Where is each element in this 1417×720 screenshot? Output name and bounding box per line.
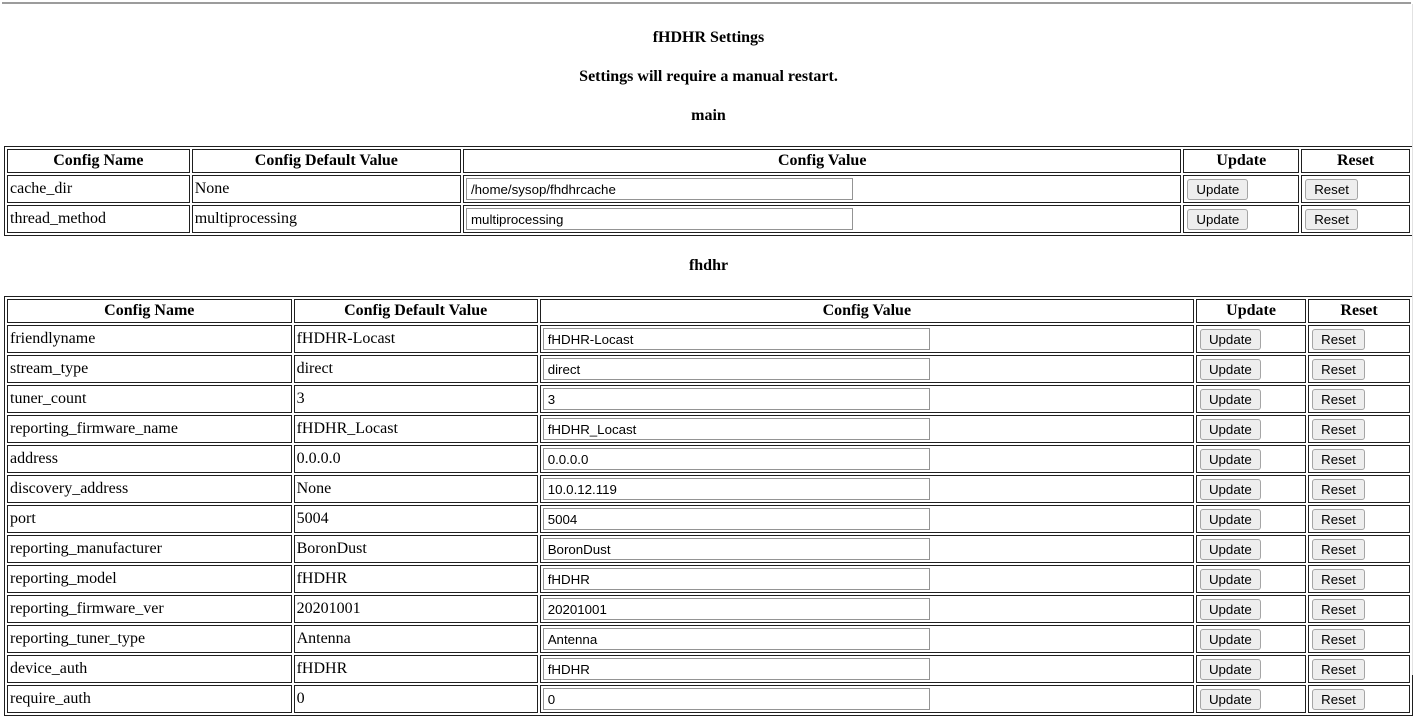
config-value-input[interactable] xyxy=(543,538,930,560)
reset-button[interactable]: Reset xyxy=(1312,449,1365,470)
update-cell xyxy=(1196,685,1306,713)
config-row xyxy=(7,205,1410,233)
column-header: Config Default Value xyxy=(192,149,461,173)
table-header-row xyxy=(7,149,1410,173)
config-default-value-cell: BoronDust xyxy=(294,535,538,563)
page-title: fHDHR Settings xyxy=(652,29,765,46)
update-button[interactable]: Update xyxy=(1187,209,1248,230)
config-row xyxy=(7,355,1410,383)
update-cell xyxy=(1183,205,1299,233)
config-value-cell xyxy=(540,325,1194,353)
config-name-cell: reporting_manufacturer xyxy=(7,535,292,563)
column-header: Reset xyxy=(1308,299,1410,323)
config-default-value-cell: None xyxy=(294,475,538,503)
config-value-input[interactable] xyxy=(543,418,930,440)
config-value-cell xyxy=(540,505,1194,533)
update-button[interactable]: Update xyxy=(1200,599,1261,620)
config-sections xyxy=(4,107,1413,716)
config-value-cell xyxy=(540,625,1194,653)
column-header: Config Value xyxy=(540,299,1194,323)
update-cell xyxy=(1196,565,1306,593)
update-button[interactable]: Update xyxy=(1187,179,1248,200)
reset-cell xyxy=(1308,655,1410,683)
config-default-value-cell: fHDHR_Locast xyxy=(294,415,538,443)
config-section xyxy=(4,107,1413,236)
update-button[interactable]: Update xyxy=(1200,449,1261,470)
config-default-value-cell: Antenna xyxy=(294,625,538,653)
reset-button[interactable]: Reset xyxy=(1312,419,1365,440)
update-cell xyxy=(1196,475,1306,503)
config-row xyxy=(7,175,1410,203)
update-cell xyxy=(1196,655,1306,683)
reset-button[interactable]: Reset xyxy=(1312,689,1365,710)
update-button[interactable]: Update xyxy=(1200,359,1261,380)
update-cell xyxy=(1196,415,1306,443)
config-default-value-cell: 5004 xyxy=(294,505,538,533)
config-row xyxy=(7,655,1410,683)
reset-button[interactable]: Reset xyxy=(1312,359,1365,380)
update-cell xyxy=(1196,505,1306,533)
config-value-input[interactable] xyxy=(466,208,853,230)
config-value-input[interactable] xyxy=(543,328,930,350)
reset-button[interactable]: Reset xyxy=(1312,569,1365,590)
config-value-cell xyxy=(463,205,1181,233)
config-default-value-cell: multiprocessing xyxy=(192,205,461,233)
config-row xyxy=(7,565,1410,593)
config-row xyxy=(7,595,1410,623)
config-name-cell: reporting_firmware_name xyxy=(7,415,292,443)
reset-cell xyxy=(1308,595,1410,623)
config-value-input[interactable] xyxy=(543,598,930,620)
config-value-input[interactable] xyxy=(543,358,930,380)
config-default-value-cell: 0 xyxy=(294,685,538,713)
reset-button[interactable]: Reset xyxy=(1305,209,1358,230)
config-value-input[interactable] xyxy=(543,688,930,710)
config-value-input[interactable] xyxy=(466,178,853,200)
config-value-cell xyxy=(540,445,1194,473)
config-name-cell: cache_dir xyxy=(7,175,190,203)
window-top-edge xyxy=(2,2,1411,4)
config-row xyxy=(7,685,1410,713)
config-value-input[interactable] xyxy=(543,388,930,410)
update-button[interactable]: Update xyxy=(1200,329,1261,350)
column-header: Config Name xyxy=(7,299,292,323)
config-value-cell xyxy=(540,415,1194,443)
reset-button[interactable]: Reset xyxy=(1312,659,1365,680)
table-header-row xyxy=(7,299,1410,323)
config-name-cell: thread_method xyxy=(7,205,190,233)
column-header: Update xyxy=(1183,149,1299,173)
config-value-input[interactable] xyxy=(543,478,930,500)
config-row xyxy=(7,445,1410,473)
config-value-cell xyxy=(540,595,1194,623)
reset-button[interactable]: Reset xyxy=(1312,329,1365,350)
config-default-value-cell: fHDHR-Locast xyxy=(294,325,538,353)
config-value-cell xyxy=(540,685,1194,713)
update-cell xyxy=(1196,355,1306,383)
config-name-cell: tuner_count xyxy=(7,385,292,413)
reset-cell xyxy=(1308,445,1410,473)
config-row xyxy=(7,505,1410,533)
config-row xyxy=(7,475,1410,503)
update-button[interactable]: Update xyxy=(1200,629,1261,650)
reset-cell xyxy=(1308,325,1410,353)
config-name-cell: reporting_tuner_type xyxy=(7,625,292,653)
config-value-cell xyxy=(540,475,1194,503)
config-name-cell: reporting_firmware_ver xyxy=(7,595,292,623)
reset-button[interactable]: Reset xyxy=(1312,599,1365,620)
config-value-cell xyxy=(540,385,1194,413)
config-table xyxy=(4,296,1413,716)
reset-cell xyxy=(1308,415,1410,443)
reset-button[interactable]: Reset xyxy=(1312,509,1365,530)
config-value-cell xyxy=(463,175,1181,203)
config-row xyxy=(7,385,1410,413)
reset-cell xyxy=(1308,625,1410,653)
config-default-value-cell: None xyxy=(192,175,461,203)
reset-cell xyxy=(1308,385,1410,413)
column-header: Reset xyxy=(1301,149,1410,173)
update-button[interactable]: Update xyxy=(1200,689,1261,710)
config-row xyxy=(7,625,1410,653)
reset-cell xyxy=(1308,535,1410,563)
reset-button[interactable]: Reset xyxy=(1312,539,1365,560)
update-cell xyxy=(1196,445,1306,473)
reset-button[interactable]: Reset xyxy=(1312,389,1365,410)
section-heading: fhdhr xyxy=(688,257,729,274)
config-value-input[interactable] xyxy=(543,628,930,650)
config-row xyxy=(7,535,1410,563)
reset-cell xyxy=(1308,685,1410,713)
config-name-cell: reporting_model xyxy=(7,565,292,593)
reset-button[interactable]: Reset xyxy=(1312,479,1365,500)
config-default-value-cell: fHDHR xyxy=(294,655,538,683)
reset-button[interactable]: Reset xyxy=(1305,179,1358,200)
config-name-cell: discovery_address xyxy=(7,475,292,503)
reset-cell xyxy=(1308,505,1410,533)
update-button[interactable]: Update xyxy=(1200,389,1261,410)
window-right-edge xyxy=(1412,4,1413,675)
config-name-cell: stream_type xyxy=(7,355,292,383)
update-cell xyxy=(1196,625,1306,653)
update-cell xyxy=(1183,175,1299,203)
config-value-input[interactable] xyxy=(543,658,930,680)
config-value-input[interactable] xyxy=(543,448,930,470)
config-value-input[interactable] xyxy=(543,568,930,590)
update-button[interactable]: Update xyxy=(1200,479,1261,500)
reset-cell xyxy=(1308,565,1410,593)
config-row xyxy=(7,415,1410,443)
config-default-value-cell: direct xyxy=(294,355,538,383)
config-value-cell xyxy=(540,355,1194,383)
config-row xyxy=(7,325,1410,353)
config-default-value-cell: fHDHR xyxy=(294,565,538,593)
page-subtitle: Settings will require a manual restart. xyxy=(579,68,838,85)
config-value-cell xyxy=(540,565,1194,593)
config-default-value-cell: 0.0.0.0 xyxy=(294,445,538,473)
column-header: Update xyxy=(1196,299,1306,323)
column-header: Config Value xyxy=(463,149,1181,173)
config-default-value-cell: 3 xyxy=(294,385,538,413)
update-cell xyxy=(1196,385,1306,413)
config-value-cell xyxy=(540,655,1194,683)
config-value-input[interactable] xyxy=(543,508,930,530)
update-button[interactable]: Update xyxy=(1200,569,1261,590)
config-value-cell xyxy=(540,535,1194,563)
update-button[interactable]: Update xyxy=(1200,509,1261,530)
update-cell xyxy=(1196,535,1306,563)
update-button[interactable]: Update xyxy=(1200,659,1261,680)
reset-cell xyxy=(1301,175,1410,203)
column-header: Config Default Value xyxy=(294,299,538,323)
column-header: Config Name xyxy=(7,149,190,173)
config-default-value-cell: 20201001 xyxy=(294,595,538,623)
section-heading: main xyxy=(691,107,726,124)
config-name-cell: port xyxy=(7,505,292,533)
update-button[interactable]: Update xyxy=(1200,419,1261,440)
config-name-cell: require_auth xyxy=(7,685,292,713)
config-name-cell: address xyxy=(7,445,292,473)
reset-button[interactable]: Reset xyxy=(1312,629,1365,650)
config-section xyxy=(4,257,1413,716)
update-cell xyxy=(1196,325,1306,353)
reset-cell xyxy=(1308,475,1410,503)
update-cell xyxy=(1196,595,1306,623)
reset-cell xyxy=(1308,355,1410,383)
update-button[interactable]: Update xyxy=(1200,539,1261,560)
reset-cell xyxy=(1301,205,1410,233)
config-name-cell: friendlyname xyxy=(7,325,292,353)
config-table xyxy=(4,146,1413,236)
config-name-cell: device_auth xyxy=(7,655,292,683)
